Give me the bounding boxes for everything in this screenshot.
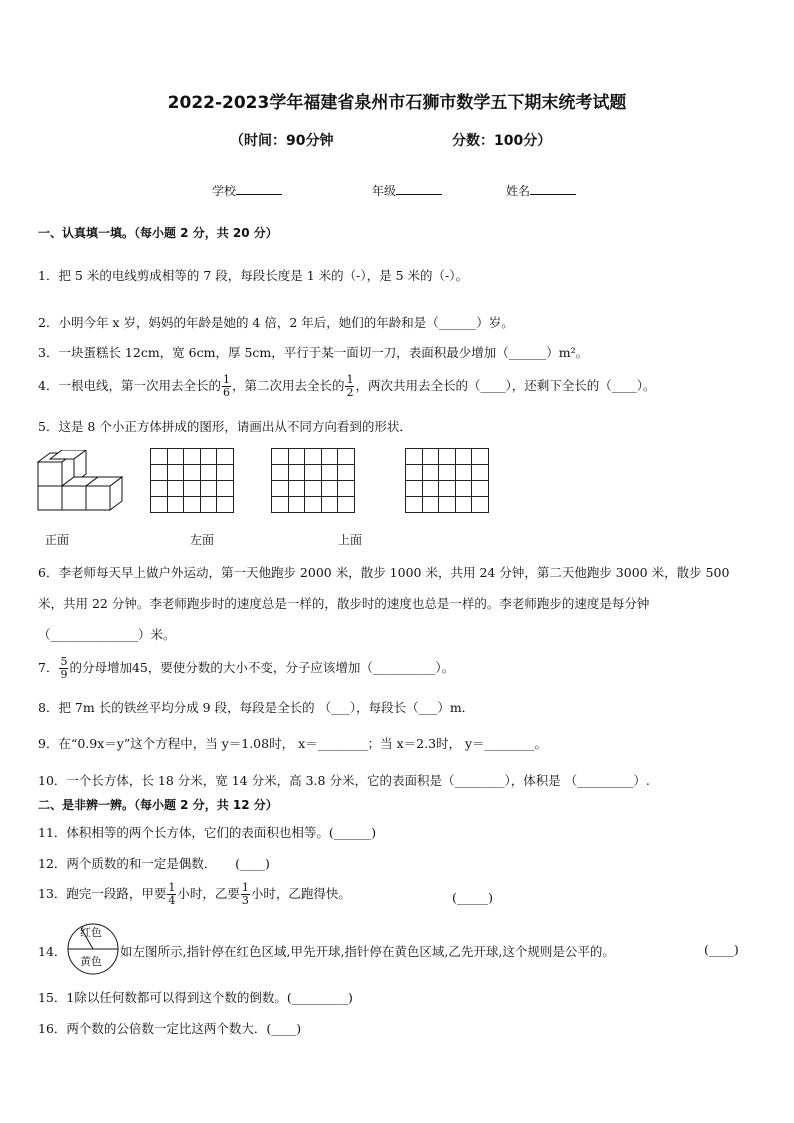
question-7 [38, 656, 454, 681]
q4-text-a: 4．一根电线，第一次用去全长的 [38, 378, 221, 393]
question-13 [38, 882, 351, 907]
question-4 [38, 374, 656, 399]
cube-stack-figure [36, 450, 126, 516]
question-8: 8．把 7m 长的铁丝平均分成 9 段，每段是全长的 （___），每段长（___）m． [38, 700, 475, 715]
q13-answer-blank[interactable]: (_____) [452, 890, 494, 905]
question-14-text: 如左图所示,指针停在红色区域,甲先开球,指针停在黄色区域,乙先开球,这个规则是公平的。 [120, 944, 615, 959]
left-view-grid[interactable] [271, 448, 355, 513]
question-10: 10．一个长方体，长 18 分米，宽 14 分米，高 3.8 分米，它的表面积是（________），体积是 （_________）. [38, 773, 650, 788]
spinner-red-label: 红色 [80, 926, 102, 939]
q4-fraction-2: $\frac{1}{2}$ [346, 373, 354, 399]
question-2: 2．小明今年 x 岁，妈妈的年龄是她的 4 倍，2 年后，她们的年龄和是（______）岁。 [38, 315, 514, 330]
name-field[interactable] [506, 182, 576, 199]
school-field[interactable] [212, 182, 282, 199]
view-label-left: 左面 [190, 533, 215, 547]
exam-score: 分数：100分） [452, 133, 552, 149]
question-15: 15．1除以任何数都可以得到这个数的倒数。(_________) [38, 990, 353, 1005]
school-label: 学校 [212, 184, 237, 198]
grade-label: 年级 [372, 184, 397, 198]
q7-text-a: 7． [38, 660, 59, 675]
exam-time: （时间：90分钟 [230, 133, 334, 149]
question-6-line-3: （______________）米。 [38, 627, 176, 642]
school-blank[interactable] [236, 182, 282, 195]
question-11: 11．体积相等的两个长方体，它们的表面积也相等。(______) [38, 825, 377, 840]
name-blank[interactable] [530, 182, 576, 195]
question-14-number: 14． [38, 944, 67, 959]
grade-blank[interactable] [396, 182, 442, 195]
question-12: 12．两个质数的和一定是偶数． (____) [38, 856, 270, 871]
page-title: 2022-2023学年福建省泉州市石狮市数学五下期末统考试题 [167, 93, 627, 113]
section1-title: 一、认真填一填。（每小题 2 分，共 20 分） [38, 226, 278, 240]
view-label-top: 上面 [338, 533, 363, 547]
name-label: 姓名 [506, 184, 531, 198]
question-6-line-1: 6．李老师每天早上做户外运动，第一天他跑步 2000 米，散步 1000 米，共用 24 分钟，第二天他跑步 3000 米，散步 500 [38, 565, 730, 580]
q13-text-c: 小时，乙跑得快。 [250, 886, 351, 901]
section2-title: 二、是非辨一辨。（每小题 2 分，共 12 分） [38, 798, 278, 812]
spinner-yellow-label: 黄色 [80, 955, 102, 968]
question-9: 9．在“0.9x＝y”这个方程中，当 y＝1.08时， x＝________；当 x＝2.3时， y＝________。 [38, 736, 548, 751]
grade-field[interactable] [372, 182, 442, 199]
question-1: 1．把 5 米的电线剪成相等的 7 段，每段长度是 1 米的（-），是 5 米的（-）。 [38, 268, 469, 283]
q7-text-b: 的分母增加45，要使分数的大小不变，分子应该增加（__________）。 [69, 660, 455, 675]
top-view-grid[interactable] [405, 448, 489, 513]
question-5: 5．这是 8 个小正方体拼成的图形，请画出从不同方向看到的形状． [38, 419, 412, 434]
question-3: 3．一块蛋糕长 12cm，宽 6cm，厚 5cm，平行于某一面切一刀，表面积最少增加（______）m²。 [38, 345, 589, 360]
view-label-front: 正面 [45, 533, 70, 547]
q4-text-b: ，第二次用去全长的 [231, 378, 345, 393]
question-6-line-2: 米，共用 22 分钟。李老师跑步时的速度总是一样的，散步时的速度也总是一样的。李老师跑步的速度是每分钟 [38, 596, 650, 611]
q13-text-b: 小时，乙要 [177, 886, 240, 901]
question-16: 16．两个数的公倍数一定比这两个数大．(____) [38, 1021, 302, 1036]
q4-fraction-1: $\frac{1}{6}$ [222, 373, 230, 399]
q4-text-c: ，两次共用去全长的（____），还剩下全长的（____）。 [355, 378, 656, 393]
q7-fraction: $\frac{5}{9}$ [60, 655, 68, 681]
q13-fraction-2: $\frac{1}{3}$ [241, 881, 249, 907]
front-view-grid[interactable] [150, 448, 234, 513]
q14-answer-blank[interactable]: (____) [704, 942, 739, 957]
q13-text-a: 13．跑完一段路，甲要 [38, 886, 167, 901]
q13-fraction-1: $\frac{1}{4}$ [168, 881, 176, 907]
